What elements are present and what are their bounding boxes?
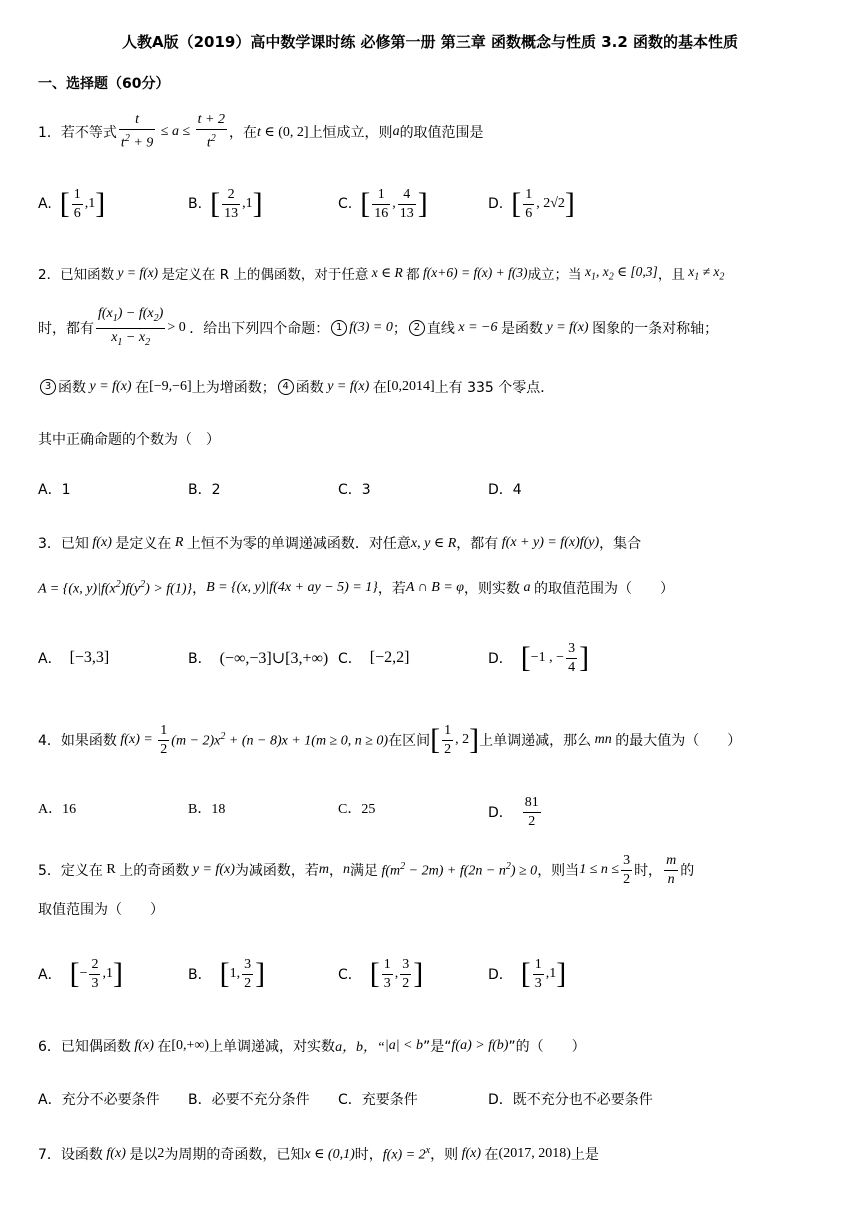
q2-text: 时，都有 — [38, 321, 94, 337]
question-2-line-3 — [38, 376, 554, 398]
q3-option-d[interactable]: D． [ −1 , − $\frac{3}{4}$ ] — [488, 640, 590, 675]
q1-fraction-left: $\frac{t}{t^2 + 9}$ — [120, 112, 154, 151]
q2-text: 2．已知函数 — [38, 267, 115, 283]
q2-text: 直线 — [426, 321, 455, 337]
q5-formula: 1 ≤ n ≤ — [579, 862, 620, 877]
option-label: D． — [488, 651, 513, 667]
q7-formula: f(x) — [102, 1146, 130, 1161]
q5-formula: y = f(x) — [189, 862, 235, 877]
q2-formula: [−9,−6] — [149, 379, 192, 394]
q5-option-d[interactable]: D． [ $\frac{1}{3}$ ,1 ] — [488, 956, 567, 991]
q1-number: 1． — [38, 125, 61, 141]
q7-text: 时， — [354, 1147, 383, 1163]
q2-formula: x ∈ R — [368, 265, 407, 280]
q3-formula: f(x + y) = f(x)f(y) — [498, 535, 600, 550]
q7-text: 为周期的奇函数，已知 — [164, 1147, 305, 1163]
q6-text: ”的（ ） — [508, 1039, 586, 1055]
q1-text-cond: 上恒成立，则 — [308, 125, 393, 141]
q6-option-d[interactable]: D．既不充分也不必要条件 — [488, 1092, 653, 1108]
circled-one: 1 — [331, 320, 347, 336]
option-label: C． — [338, 651, 362, 667]
q5-text: ， — [328, 863, 343, 879]
q3-set-b: B = {(x, y)|f(4x + ay − 5) = 1} — [206, 580, 378, 595]
q2-text: ； — [392, 321, 407, 337]
q5-option-c[interactable]: C． [ $\frac{1}{3}$ , $\frac{3}{2}$ ] — [338, 956, 424, 991]
q3-option-b[interactable]: B． (−∞,−3]∪[3,+∞) — [188, 650, 329, 667]
option-label: B． — [188, 967, 212, 983]
q2-formula: f(x+6) = f(x) + f(3) — [419, 265, 528, 280]
option-label: C． — [338, 967, 362, 983]
q2-formula: $x_1$, $x_2$ ∈ [0,3] — [581, 263, 658, 283]
q6-text: 在 — [157, 1039, 172, 1055]
q2-text: ．给出下列四个命题： — [189, 321, 330, 337]
question-5-line-1 — [38, 850, 694, 890]
q2-text: 上有 335 个零点． — [434, 380, 555, 396]
q2-option-b[interactable]: B．2 — [188, 482, 221, 498]
q5-formula: n — [342, 862, 350, 877]
q1-text-mid: ，在 — [228, 125, 257, 141]
q2-formula: f(3) = 0 — [349, 320, 393, 335]
option-label: B. — [188, 196, 203, 212]
q6-text: 6．已知偶函数 — [38, 1039, 131, 1055]
q4-option-d[interactable]: D． $\frac{81}{2}$ — [488, 794, 539, 829]
q3-text: ， — [192, 581, 207, 597]
q2-formula: x = −6 — [454, 320, 501, 335]
q6-text: a，b，“ — [335, 1040, 385, 1055]
q4-formula: $(m - 2)x^2 + (n - 8)x + 1(m \ge 0$, n ≥ 0) — [171, 730, 389, 749]
q2-text: 图象的一条对称轴； — [592, 321, 719, 337]
q2-text: 函数 — [295, 380, 324, 396]
q7-text: 在 — [484, 1147, 499, 1163]
q3-formula: f(x) — [88, 535, 116, 550]
q4-option-b[interactable]: B．18 — [188, 802, 226, 817]
q3-formula: a — [520, 580, 535, 595]
q4-formula: mn — [591, 732, 616, 747]
question-4: 4．如果函数 f(x) = $\frac{1}{2}$ $(m - 2)x^2 + (n - 8)x + 1(m \ge 0$, n ≥ 0) 在区间 [ $\frac{1}{2}$ , 2 ] 上单调递减，那么 mn 的最大值为（ ） — [38, 722, 742, 757]
q2-ask: 其中正确命题的个数为（ ） — [38, 432, 220, 448]
option-label: D． — [488, 967, 513, 983]
q1-text-post: 的取值范围是 — [399, 125, 484, 141]
q4-text: 上单调递减，那么 — [479, 733, 592, 749]
question-3-line-1 — [38, 532, 641, 554]
q3-text: ，若 — [377, 581, 406, 597]
q6-option-a[interactable]: A．充分不必要条件 — [38, 1092, 160, 1108]
q3-set-a: A = {(x, $y)|f(x^2)f(y^2) > f(1)$} — [38, 578, 193, 597]
q4-option-a[interactable]: A．16 — [38, 802, 77, 817]
q5-line-2: 取值范围为（ ） — [38, 902, 164, 918]
q2-formula: $x_1 \ne x_2$ — [684, 263, 725, 283]
q2-option-d[interactable]: D．4 — [488, 482, 522, 498]
q7-formula: f(x) — [458, 1146, 485, 1161]
q5-formula: R — [102, 862, 120, 877]
q2-fraction: $\frac{f(x_1) - f(x_2)}{x_1 - x_2}$ — [98, 305, 164, 348]
q3-option-c[interactable]: C． [−2,2] — [338, 649, 410, 667]
q7-formula: $f(x) = 2^x$ — [382, 1144, 431, 1163]
q1-option-c[interactable]: C. [ $\frac{1}{16}$ , $\frac{4}{13}$ ] — [338, 186, 428, 221]
q2-formula: y = f(x) — [114, 265, 162, 280]
q2-text: 在 — [135, 380, 150, 396]
q1-var-a: a — [392, 124, 400, 139]
q3-text: 的取值范围为（ ） — [534, 581, 675, 597]
option-label: A． — [38, 651, 62, 667]
option-label: D． — [488, 805, 513, 821]
q4-fraction: $\frac{1}{2}$ — [160, 722, 168, 757]
option-label: A. — [38, 196, 52, 212]
q5-text: 为减函数，若 — [234, 863, 319, 879]
question-2-line-1 — [38, 262, 724, 284]
q3-formula: R — [171, 535, 187, 550]
option-label: A． — [38, 967, 62, 983]
q6-text: 上单调递减，对实数 — [209, 1039, 336, 1055]
q6-option-b[interactable]: B．必要不充分条件 — [188, 1092, 310, 1108]
q2-text: 上为增函数； — [191, 380, 276, 396]
q2-formula: y = f(x) — [323, 379, 373, 394]
option-label: C. — [338, 196, 353, 212]
q7-formula: 2 — [157, 1146, 165, 1161]
q5-option-a[interactable]: A． [ − $\frac{2}{3}$ ,1 ] — [38, 956, 123, 991]
q4-text: 在区间 — [388, 733, 431, 749]
q4-option-c[interactable]: C．25 — [338, 802, 376, 817]
q5-text: ，则当 — [537, 863, 580, 879]
q3-option-a[interactable]: A． [−3,3] — [38, 649, 110, 667]
q5-text: 时， — [634, 863, 663, 879]
circled-four: 4 — [278, 379, 294, 395]
q7-text: 7．设函数 — [38, 1147, 103, 1163]
q2-text: 都 — [406, 267, 420, 283]
q6-formula: f(a) > f(b) — [451, 1038, 509, 1053]
circled-three: 3 — [40, 379, 56, 395]
q5-formula: $f(m^2 - 2m) + f(2n - n^2) \ge 0$ — [377, 860, 538, 879]
option-label: D. — [488, 196, 504, 212]
q5-fraction: $\frac{m}{n}$ — [666, 852, 677, 887]
q7-text: 是以 — [129, 1147, 158, 1163]
q6-formula: |a| < b — [384, 1038, 424, 1053]
q3-text: 上恒不为零的单调递减函数．对任意 — [186, 536, 411, 552]
q6-formula: [0,+∞) — [171, 1038, 210, 1053]
q6-text: ”是“ — [423, 1039, 452, 1055]
q2-text: 是定义在 R 上的偶函数，对于任意 — [161, 267, 369, 283]
q6-option-c[interactable]: C．充要条件 — [338, 1092, 418, 1108]
q5-option-b[interactable]: B． [ 1, $\frac{3}{2}$ ] — [188, 956, 266, 991]
q2-option-a[interactable]: A．1 — [38, 482, 71, 498]
q4-formula: f(x) = — [116, 732, 157, 747]
q1-fraction-right: $\frac{t + 2}{t^2}$ — [197, 112, 225, 151]
q5-text: 5．定义在 — [38, 863, 103, 879]
q2-formula: y = f(x) — [543, 320, 593, 335]
section-heading: 一、选择题（60分） — [38, 76, 170, 92]
q1-option-d[interactable]: D. [ $\frac{1}{6}$ , 2√2 ] — [488, 186, 575, 221]
q3-text: 3．已知 — [38, 536, 89, 552]
q2-formula: [0,2014] — [386, 379, 435, 394]
q2-option-c[interactable]: C．3 — [338, 482, 371, 498]
circled-two: 2 — [409, 320, 425, 336]
q5-text: 满足 — [349, 863, 378, 879]
q5-formula: m — [318, 862, 329, 877]
q1-option-b[interactable]: B. [ $\frac{2}{13}$ ,1 ] — [188, 186, 263, 221]
q3-text: ，集合 — [599, 536, 642, 552]
q4-text: 4．如果函数 — [38, 733, 117, 749]
q3-text: ，则实数 — [464, 581, 521, 597]
question-7 — [38, 1142, 599, 1166]
q5-text: 上的奇函数 — [119, 863, 190, 879]
q7-text: ，则 — [430, 1147, 459, 1163]
q3-text: ，都有 — [456, 536, 499, 552]
question-2-line-2 — [38, 305, 719, 348]
q2-text: 成立；当 — [527, 267, 582, 283]
q4-text: 的最大值为（ ） — [615, 733, 742, 749]
q7-text: 上是 — [570, 1147, 599, 1163]
option-label: B． — [188, 651, 212, 667]
q7-formula: (2017, 2018) — [498, 1146, 571, 1161]
q2-text: 是函数 — [501, 321, 543, 337]
q1-option-a[interactable]: A. [ $\frac{1}{6}$ ,1 ] — [38, 186, 106, 221]
q2-formula: > 0 — [167, 320, 190, 335]
q3-text: 是定义在 — [115, 536, 172, 552]
q5-fraction: $\frac{3}{2}$ — [623, 852, 631, 887]
q1-domain: t ∈ (0, 2] — [256, 124, 309, 140]
q1-text-pre: 若不等式 — [60, 125, 117, 141]
q2-formula: y = f(x) — [86, 379, 136, 394]
question-1 — [38, 112, 484, 152]
q3-formula: x, y ∈ R — [410, 535, 457, 551]
page-title: 人教A版（2019）高中数学课时练 必修第一册 第三章 函数概念与性质 3.2 函数的基本性质 — [121, 33, 739, 51]
q5-text: 的 — [680, 863, 695, 879]
q6-formula: f(x) — [130, 1038, 158, 1053]
q7-formula: x ∈ (0,1) — [304, 1146, 355, 1162]
q3-formula: A ∩ B = φ — [405, 580, 465, 595]
q2-text: 函数 — [58, 380, 86, 396]
q2-text: 在 — [372, 380, 387, 396]
question-6 — [38, 1034, 586, 1058]
question-3-line-2 — [38, 576, 674, 600]
q2-text: ，且 — [657, 267, 685, 283]
q1-ineq: ≤ a ≤ — [157, 124, 194, 139]
